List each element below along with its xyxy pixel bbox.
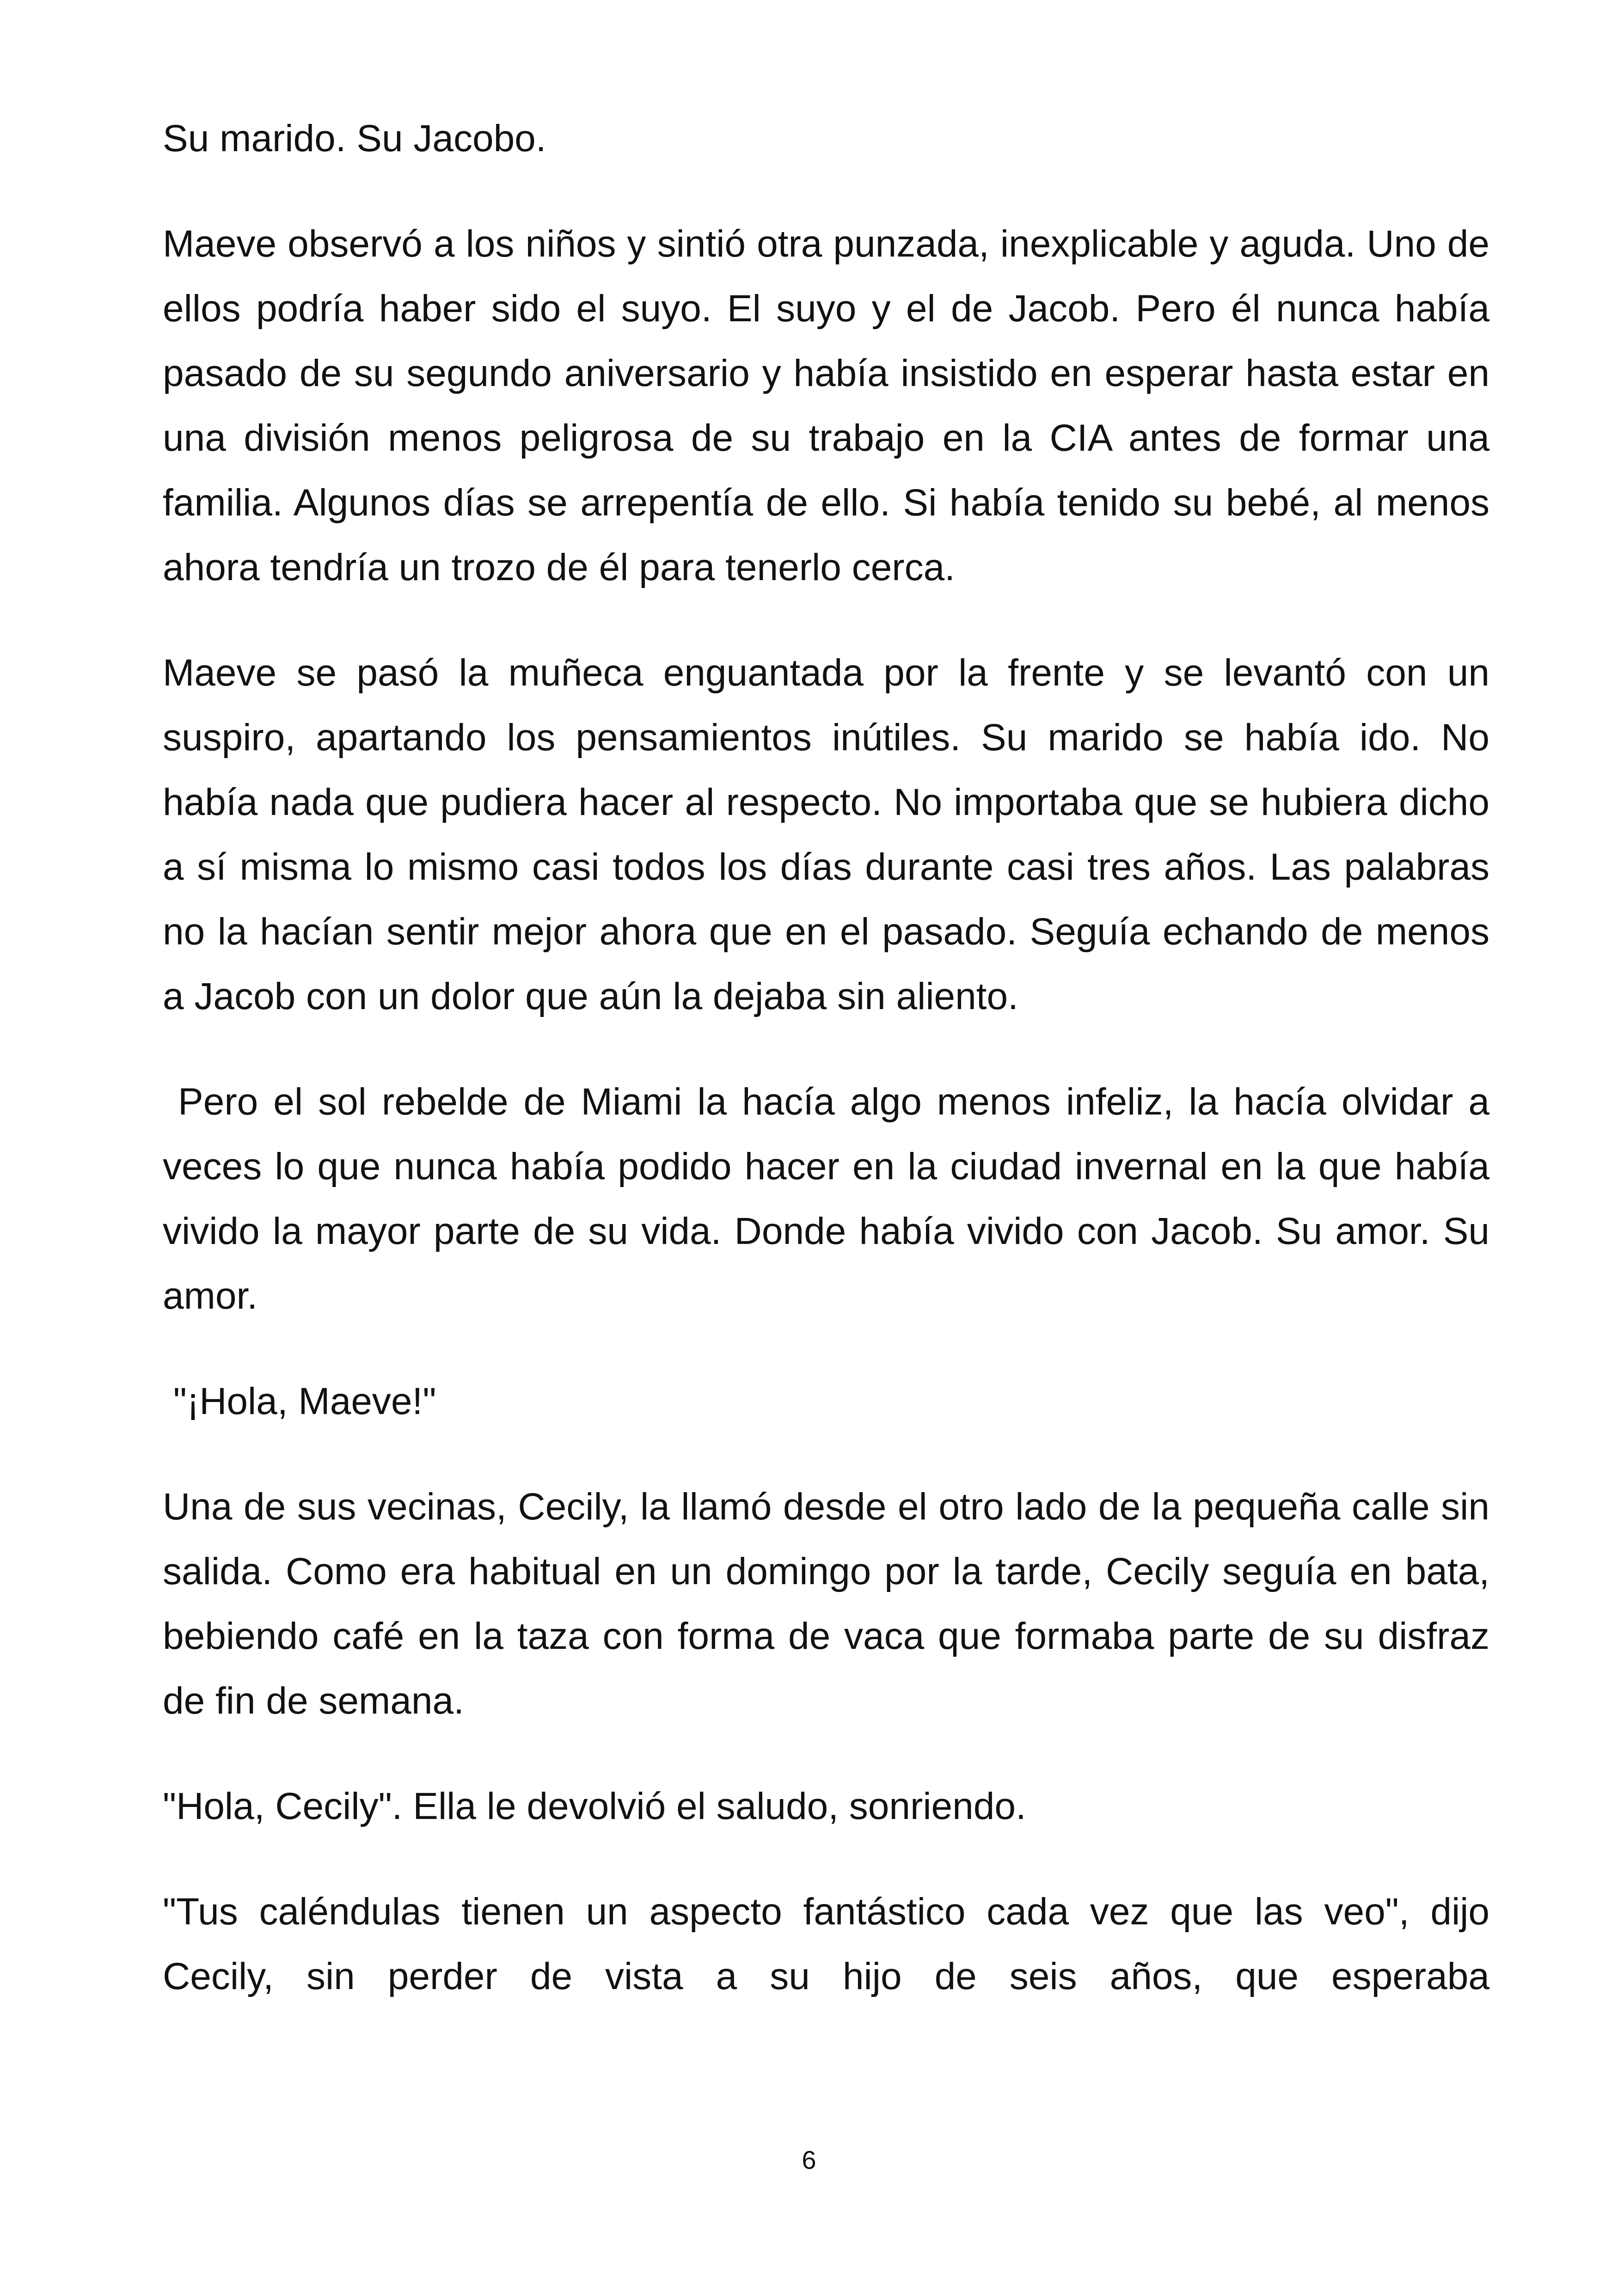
paragraph-3: Maeve se pasó la muñeca enguantada por la frente y se levantó con un suspiro, apartando los pensamientos inútiles. Su marido se había ido. No había nada que pudiera hacer al respecto. No importaba que se hubiera dicho a sí misma lo mismo casi todos los días durante casi tres años. Las palabras no la hacían sentir mejor ahora que en el pasado. Seguía echando de menos a Jacob con un dolor que aún la dejaba sin aliento. — [163, 652, 1489, 1017]
paragraph-7: "Hola, Cecily". Ella le devolvió el saludo, sonriendo. — [163, 1785, 1026, 1827]
paragraph-8: "Tus caléndulas tienen un aspecto fantástico cada vez que las veo", dijo Cecily, sin perder de vista a su hijo de seis años, que esperaba — [163, 1891, 1489, 1997]
paragraph-4: Pero el sol rebelde de Miami la hacía algo menos infeliz, la hacía olvidar a veces lo que nunca había podido hacer en la ciudad invernal en la que había vivido la mayor parte de su vida. Donde había vivido con Jacob. Su amor. Su amor. — [163, 1081, 1500, 1317]
paragraph-2: Maeve observó a los niños y sintió otra punzada, inexplicable y aguda. Uno de ellos podría haber sido el suyo. El suyo y el de Jacob. Pero él nunca había pasado de su segundo aniversario y había insistido en esperar hasta estar en una división menos peligrosa de su trabajo en la CIA antes de formar una familia. Algunos días se arrepentía de ello. Si había tenido su bebé, al menos ahora tendría un trozo de él para tenerlo cerca. — [163, 223, 1489, 588]
page-number: 6 — [802, 2145, 816, 2174]
body-text — [163, 106, 1500, 2009]
paragraph-5: "¡Hola, Maeve!" — [163, 1380, 436, 1422]
paragraph-6: Una de sus vecinas, Cecily, la llamó desde el otro lado de la pequeña calle sin salida. Como era habitual en un domingo por la tarde, Cecily seguía en bata, bebiendo café en la taza con forma de vaca que formaba parte de su disfraz de fin de semana. — [163, 1486, 1489, 1722]
paragraph-1: Su marido. Su Jacobo. — [163, 117, 546, 159]
